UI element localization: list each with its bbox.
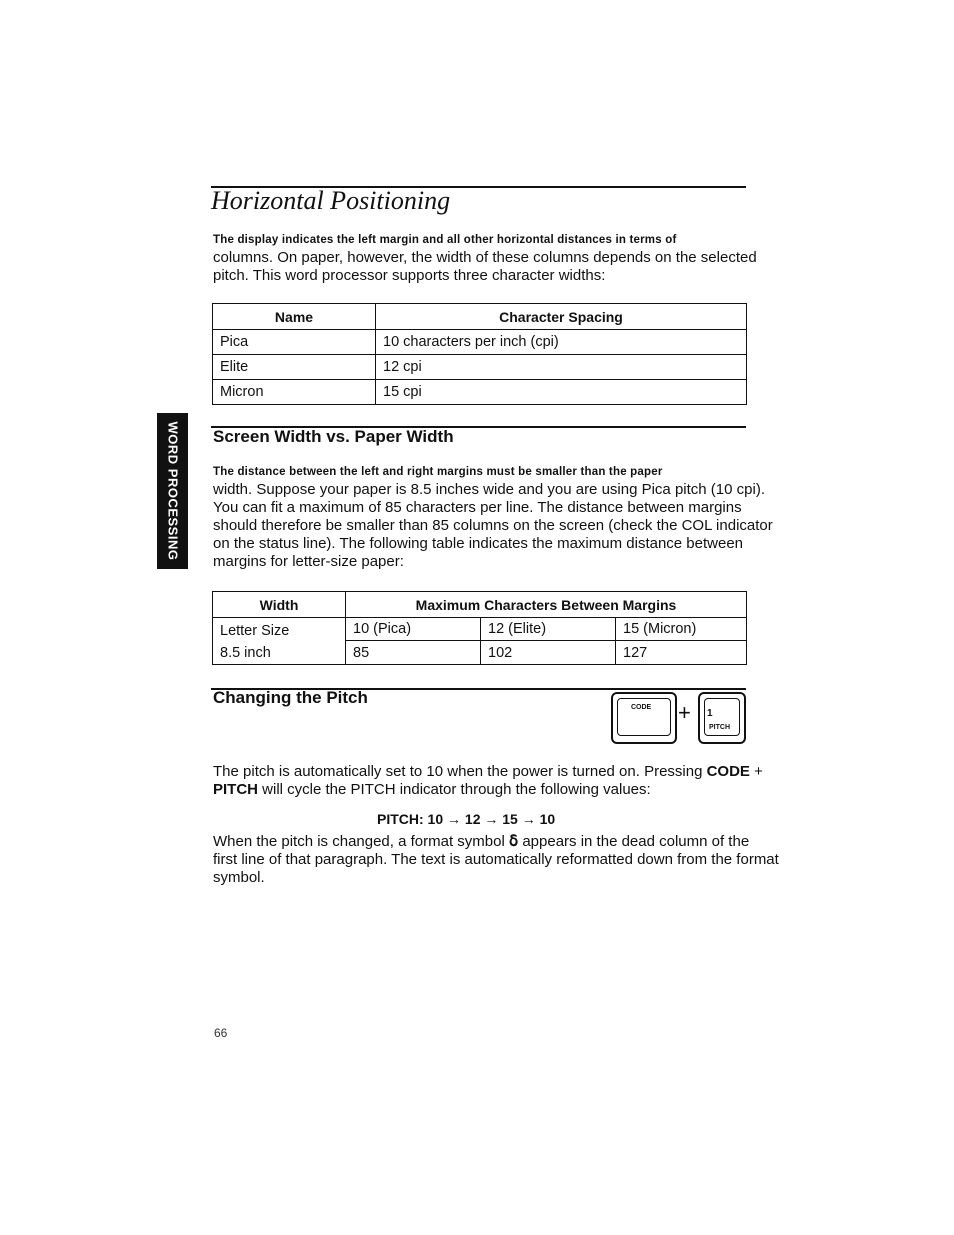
margins-table-cell: 127 <box>616 641 747 665</box>
margins-table <box>212 591 747 665</box>
intro-line-3: pitch. This word processor supports three character widths: <box>213 267 606 284</box>
pitch-table-cell: 15 cpi <box>376 380 747 405</box>
margins-table-cell: 102 <box>481 641 616 665</box>
margins-table-cell: 15 (Micron) <box>616 618 747 641</box>
code-key-label: CODE <box>631 704 652 711</box>
pitch-para2-line-2: first line of that paragraph. The text is automatically reformatted down from the format <box>213 851 779 868</box>
plus-sign: + <box>678 700 691 725</box>
code-key-text: CODE <box>706 763 750 780</box>
pitch-para2-line-3: symbol. <box>213 869 265 886</box>
margins-width-line-2: 8.5 inch <box>220 645 271 661</box>
page-number: 66 <box>214 1026 228 1040</box>
screen-width-line-6: margins for letter-size paper: <box>213 553 404 570</box>
pitch-table-cell: 12 cpi <box>376 355 747 380</box>
pitch-table-header-name: Name <box>213 304 376 330</box>
margins-table-width-cell <box>213 618 346 665</box>
text-run: The pitch is automatically set to 10 when the power is turned on. Pressing <box>213 763 707 780</box>
margins-width-line-1: Letter Size <box>220 623 290 639</box>
pitch-key-icon <box>698 692 746 744</box>
pitch-para-line-2 <box>213 781 783 799</box>
pitch-table-cell: 10 characters per inch (cpi) <box>376 330 747 355</box>
side-tab <box>157 413 188 569</box>
pitch-sequence: PITCH: 10 → 12 → 15 → 10 <box>377 811 556 827</box>
intro-paragraph <box>213 231 783 285</box>
pitch-para2-line-1 <box>213 833 783 851</box>
intro-line-1: The display indicates the left margin and all other horizontal distances in terms of <box>213 234 677 246</box>
screen-width-heading: Screen Width vs. Paper Width <box>213 427 454 446</box>
text-run: When the pitch is changed, a format symbol <box>213 833 509 850</box>
pitch-key-number: 1 <box>707 708 713 719</box>
section-title: Horizontal Positioning <box>211 186 451 215</box>
text-run: + <box>749 763 763 780</box>
margins-table-cell: 85 <box>346 641 481 665</box>
pitch-table-cell: Pica <box>213 330 376 355</box>
screen-width-line-1: The distance between the left and right margins must be smaller than the paper <box>213 466 663 478</box>
screen-width-line-4: should therefore be smaller than 85 columns on the screen (check the COL indicator <box>213 517 773 534</box>
pitch-table-header-spacing: Character Spacing <box>376 304 747 330</box>
screen-width-line-3: You can fit a maximum of 85 characters per line. The distance between margins <box>213 499 742 516</box>
pitch-key-label: PITCH <box>709 724 730 731</box>
pitch-table-cell: Micron <box>213 380 376 405</box>
changing-pitch-paragraph-2 <box>213 833 783 887</box>
side-tab-label: WORD PROCESSING <box>165 421 180 561</box>
text-run: appears in the dead column of the <box>518 833 750 850</box>
pitch-table <box>212 303 747 405</box>
margins-table-cell: 12 (Elite) <box>481 618 616 641</box>
text-run: will cycle the PITCH indicator through the following values: <box>258 781 651 798</box>
margins-table-header-width: Width <box>213 592 346 618</box>
pitch-key-text: PITCH <box>213 781 258 798</box>
format-symbol-icon: ẟ <box>508 833 519 850</box>
screen-width-paragraph <box>213 463 783 571</box>
screen-width-line-5: on the status line). The following table indicates the maximum distance between <box>213 535 744 552</box>
pitch-table-cell: Elite <box>213 355 376 380</box>
pitch-para-line-1 <box>213 763 783 781</box>
screen-width-line-2: width. Suppose your paper is 8.5 inches wide and you are using Pica pitch (10 cpi). <box>213 481 765 498</box>
intro-line-2: columns. On paper, however, the width of these columns depends on the selected <box>213 249 757 266</box>
code-key-icon <box>611 692 677 744</box>
margins-table-header-max: Maximum Characters Between Margins <box>346 592 747 618</box>
changing-pitch-heading: Changing the Pitch <box>213 688 368 707</box>
margins-table-cell: 10 (Pica) <box>346 618 481 641</box>
changing-pitch-paragraph-1 <box>213 763 783 799</box>
